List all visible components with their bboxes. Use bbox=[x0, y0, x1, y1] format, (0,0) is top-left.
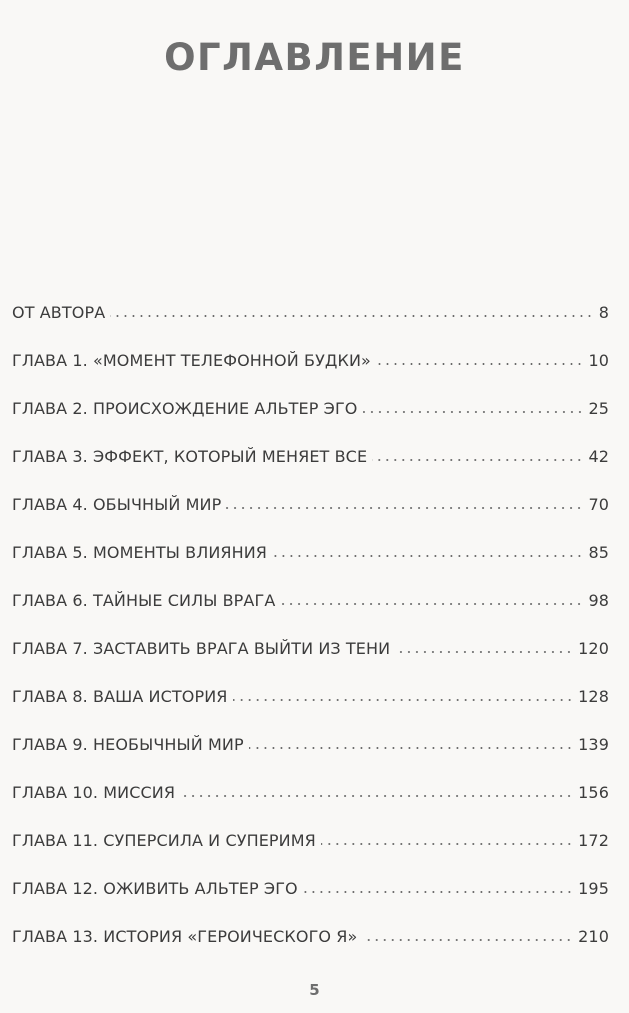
entry-page-number: 42 bbox=[588, 446, 609, 466]
toc-entry-chapter-1[interactable] bbox=[12, 336, 609, 384]
dot-leader bbox=[110, 315, 593, 317]
entry-title: ГЛАВА 1. «МОМЕНТ ТЕЛЕФОННОЙ БУДКИ» bbox=[12, 350, 371, 370]
toc-entry-chapter-7[interactable] bbox=[12, 624, 609, 672]
dot-leader bbox=[303, 891, 573, 893]
toc-entry-chapter-2[interactable] bbox=[12, 384, 609, 432]
entry-title: ГЛАВА 8. ВАША ИСТОРИЯ bbox=[12, 686, 228, 706]
toc-entry-author-note[interactable] bbox=[12, 288, 609, 336]
entry-page-number: 195 bbox=[578, 878, 609, 898]
dot-leader bbox=[272, 555, 583, 557]
dot-leader bbox=[395, 651, 573, 653]
entry-title: ОТ АВТОРА bbox=[12, 302, 106, 322]
entry-page-number: 25 bbox=[588, 398, 609, 418]
page-number: 5 bbox=[309, 981, 320, 999]
entry-page-number: 120 bbox=[578, 638, 609, 658]
entry-title: ГЛАВА 2. ПРОИСХОЖДЕНИЕ АЛЬТЕР ЭГО bbox=[12, 398, 358, 418]
dot-leader bbox=[376, 363, 584, 365]
toc-entry-chapter-8[interactable] bbox=[12, 672, 609, 720]
entry-title: ГЛАВА 10. МИССИЯ bbox=[12, 782, 176, 802]
entry-page-number: 139 bbox=[578, 734, 609, 754]
table-of-contents bbox=[12, 288, 609, 960]
entry-title: ГЛАВА 12. ОЖИВИТЬ АЛЬТЕР ЭГО bbox=[12, 878, 298, 898]
dot-leader bbox=[280, 603, 583, 605]
entry-page-number: 98 bbox=[588, 590, 609, 610]
toc-entry-chapter-3[interactable] bbox=[12, 432, 609, 480]
dot-leader bbox=[180, 795, 573, 797]
entry-title: ГЛАВА 7. ЗАСТАВИТЬ ВРАГА ВЫЙТИ ИЗ ТЕНИ bbox=[12, 638, 391, 658]
page-title: ОГЛАВЛЕНИЕ bbox=[164, 35, 465, 79]
entry-title: ГЛАВА 13. ИСТОРИЯ «ГЕРОИЧЕСКОГО Я» bbox=[12, 926, 358, 946]
entry-page-number: 172 bbox=[578, 830, 609, 850]
dot-leader bbox=[226, 507, 583, 509]
entry-page-number: 8 bbox=[598, 302, 609, 322]
entry-page-number: 156 bbox=[578, 782, 609, 802]
dot-leader bbox=[363, 411, 584, 413]
toc-entry-chapter-9[interactable] bbox=[12, 720, 609, 768]
entry-title: ГЛАВА 5. МОМЕНТЫ ВЛИЯНИЯ bbox=[12, 542, 268, 562]
entry-page-number: 70 bbox=[588, 494, 609, 514]
entry-title: ГЛАВА 6. ТАЙНЫЕ СИЛЫ ВРАГА bbox=[12, 590, 276, 610]
entry-title: ГЛАВА 4. ОБЫЧНЫЙ МИР bbox=[12, 494, 222, 514]
toc-entry-chapter-4[interactable] bbox=[12, 480, 609, 528]
entry-title: ГЛАВА 9. НЕОБЫЧНЫЙ МИР bbox=[12, 734, 244, 754]
dot-leader bbox=[233, 699, 574, 701]
entry-page-number: 128 bbox=[578, 686, 609, 706]
toc-entry-chapter-11[interactable] bbox=[12, 816, 609, 864]
entry-page-number: 85 bbox=[588, 542, 609, 562]
toc-entry-chapter-10[interactable] bbox=[12, 768, 609, 816]
dot-leader bbox=[372, 459, 583, 461]
dot-leader bbox=[321, 843, 573, 845]
entry-title: ГЛАВА 11. СУПЕРСИЛА И СУПЕРИМЯ bbox=[12, 830, 316, 850]
entry-title: ГЛАВА 3. ЭФФЕКТ, КОТОРЫЙ МЕНЯЕТ ВСЕ bbox=[12, 446, 368, 466]
toc-entry-chapter-12[interactable] bbox=[12, 864, 609, 912]
dot-leader bbox=[362, 939, 573, 941]
toc-entry-chapter-13[interactable] bbox=[12, 912, 609, 960]
entry-page-number: 10 bbox=[588, 350, 609, 370]
entry-page-number: 210 bbox=[578, 926, 609, 946]
dot-leader bbox=[249, 747, 573, 749]
toc-entry-chapter-5[interactable] bbox=[12, 528, 609, 576]
toc-entry-chapter-6[interactable] bbox=[12, 576, 609, 624]
